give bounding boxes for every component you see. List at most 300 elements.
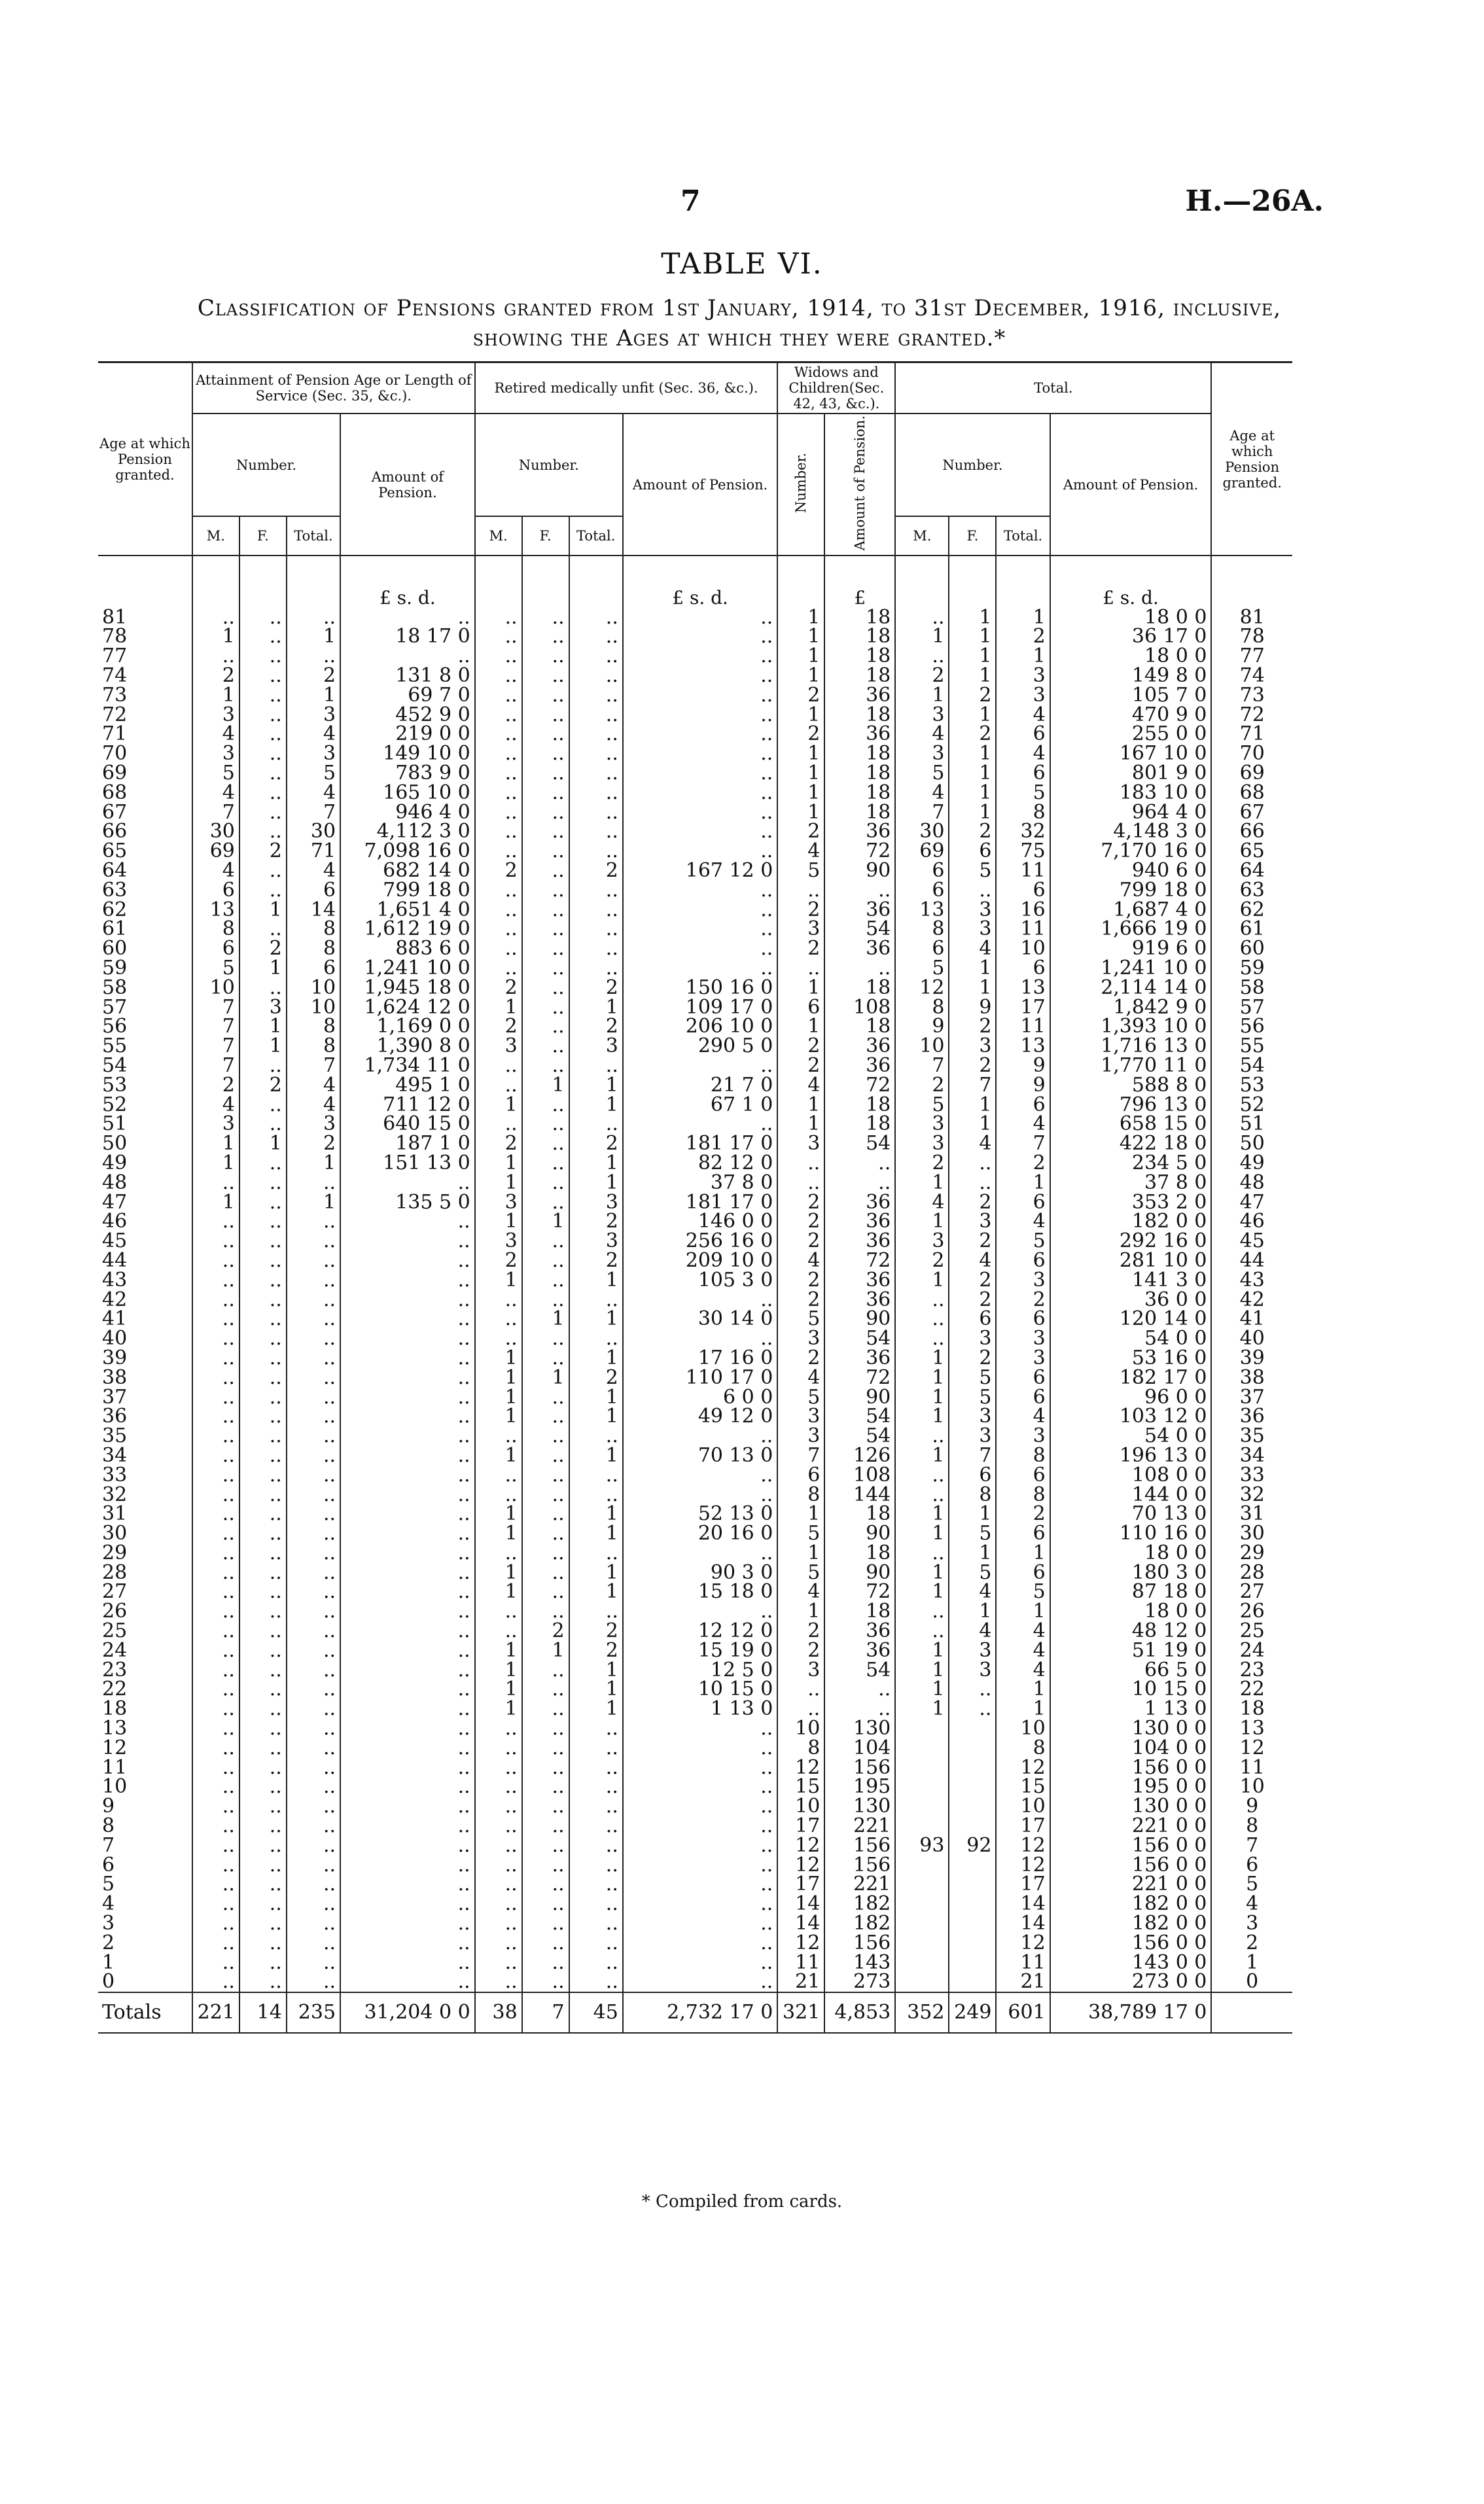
- table-cell: 156: [824, 1855, 895, 1875]
- table-cell: 1: [895, 1446, 949, 1466]
- table-cell: 4: [895, 783, 949, 802]
- table-cell: ..: [239, 685, 287, 705]
- age-cell-right: 28: [1239, 1561, 1265, 1584]
- table-cell: 9: [996, 1075, 1050, 1095]
- table-row: [98, 666, 1292, 686]
- table-cell: ..: [569, 1835, 623, 1855]
- table-cell: ..: [522, 607, 569, 627]
- table-cell: 9: [949, 997, 996, 1017]
- table-cell: 1: [569, 1154, 623, 1173]
- table-cell: 46: [98, 1212, 192, 1231]
- widows-amount-header: [824, 414, 895, 555]
- table-cell: ..: [340, 1738, 475, 1757]
- table-cell: 8: [996, 1485, 1050, 1504]
- totals-row: [98, 1992, 1292, 2033]
- table-cell: 1: [239, 1134, 287, 1154]
- table-cell: 18: [824, 764, 895, 783]
- table-cell: ..: [192, 1680, 239, 1699]
- table-cell: ..: [287, 1757, 340, 1777]
- table-row: [98, 607, 1292, 627]
- table-cell: 1: [777, 1543, 824, 1563]
- table-cell: 1: [569, 1075, 623, 1095]
- table-cell: 658 15 0: [1050, 1114, 1212, 1134]
- table-cell: 1,169 0 0: [340, 1017, 475, 1036]
- table-cell: 11: [996, 1017, 1050, 1036]
- table-cell: 36 0 0: [1050, 1290, 1212, 1309]
- table-cell: 221: [824, 1816, 895, 1836]
- table-cell: 51 19 0: [1050, 1640, 1212, 1660]
- table-cell: ..: [239, 1231, 287, 1251]
- table-cell: 8: [777, 1738, 824, 1757]
- table-cell: ..: [340, 1816, 475, 1836]
- table-cell: 2,732 17 0: [623, 1992, 777, 2033]
- table-cell: 36: [824, 1290, 895, 1309]
- table-cell: 10: [777, 1719, 824, 1738]
- table-cell: 1: [475, 1582, 522, 1602]
- table-cell: ..: [192, 1562, 239, 1582]
- table-cell: [895, 1972, 949, 1992]
- table-cell: 1: [475, 1699, 522, 1719]
- age-cell-right: 58: [1239, 976, 1265, 999]
- table-cell: 12: [996, 1757, 1050, 1777]
- total-m-header: M.: [895, 516, 949, 555]
- table-cell: 249: [949, 1992, 996, 2033]
- age-cell-right: 6: [1246, 1853, 1259, 1877]
- table-cell: 1: [777, 1114, 824, 1134]
- table-cell: 3: [569, 1192, 623, 1212]
- table-cell: 1: [895, 1582, 949, 1602]
- table-cell: 3: [192, 705, 239, 724]
- table-cell: 5: [777, 1309, 824, 1329]
- table-cell: 3: [949, 1426, 996, 1446]
- table-cell: 1: [287, 685, 340, 705]
- table-title: TABLE VI.: [661, 247, 823, 281]
- table-cell: ..: [340, 1270, 475, 1290]
- table-cell: ..: [340, 607, 475, 627]
- table-row: [98, 1914, 1292, 1933]
- table-cell: 4: [996, 744, 1050, 764]
- table-cell: 3: [895, 1114, 949, 1134]
- table-cell: 7: [192, 1036, 239, 1056]
- table-cell: ..: [340, 1251, 475, 1271]
- table-cell: 2: [777, 1056, 824, 1076]
- table-cell: ..: [569, 724, 623, 744]
- table-cell: 70: [98, 744, 192, 764]
- table-cell: ..: [192, 1914, 239, 1933]
- table-cell: 37 8 0: [623, 1173, 777, 1192]
- table-cell: ..: [522, 1114, 569, 1134]
- table-cell: 946 4 0: [340, 802, 475, 822]
- table-cell: 54: [824, 1134, 895, 1154]
- table-cell: ..: [623, 685, 777, 705]
- table-cell: ..: [522, 1562, 569, 1582]
- table-cell: ..: [569, 1816, 623, 1836]
- table-cell: 3: [895, 1231, 949, 1251]
- table-cell: 1: [569, 1660, 623, 1680]
- table-cell: ..: [569, 1855, 623, 1875]
- table-cell: ..: [192, 1212, 239, 1231]
- table-cell: [949, 1738, 996, 1757]
- table-cell: [895, 1797, 949, 1816]
- table-cell: 3: [996, 1329, 1050, 1349]
- table-cell: 3: [569, 1231, 623, 1251]
- table-cell: 90 3 0: [623, 1562, 777, 1582]
- table-cell: ..: [340, 1426, 475, 1446]
- table-cell: 18 0 0: [1050, 1602, 1212, 1621]
- table-cell: 281 10 0: [1050, 1251, 1212, 1271]
- table-cell: 7: [287, 1056, 340, 1076]
- table-cell: ..: [192, 607, 239, 627]
- table-cell: ..: [569, 880, 623, 900]
- table-cell: 105 7 0: [1050, 685, 1212, 705]
- table-cell: ..: [569, 841, 623, 861]
- age-cell-right: 18: [1239, 1697, 1265, 1721]
- table-cell: ..: [340, 1173, 475, 1192]
- table-cell: ..: [287, 1797, 340, 1816]
- table-cell: 63: [98, 880, 192, 900]
- table-cell: ..: [239, 1680, 287, 1699]
- table-cell: 3: [949, 900, 996, 919]
- table-cell: 90: [824, 1387, 895, 1407]
- table-cell: ..: [475, 1602, 522, 1621]
- table-cell: ..: [569, 1426, 623, 1446]
- table-cell: 18: [824, 744, 895, 764]
- table-cell: 31: [98, 1504, 192, 1524]
- age-cell-right: 41: [1239, 1307, 1265, 1331]
- table-cell: ..: [287, 1426, 340, 1446]
- table-cell: 31,204 0 0: [340, 1992, 475, 2033]
- table-cell: ..: [287, 1582, 340, 1602]
- table-cell: 5: [777, 1524, 824, 1543]
- table-cell: 1: [895, 1640, 949, 1660]
- table-cell: ..: [287, 1465, 340, 1485]
- widows-header: Widows and Children(Sec. 42, 43, &c.).: [777, 362, 895, 414]
- table-cell: ..: [475, 685, 522, 705]
- table-cell: 1,770 11 0: [1050, 1056, 1212, 1076]
- table-cell: ..: [623, 1329, 777, 1349]
- table-cell: ..: [569, 705, 623, 724]
- table-cell: 2: [569, 1621, 623, 1641]
- table-cell: 1,241 10 0: [340, 959, 475, 978]
- age-cell-right: 43: [1239, 1268, 1265, 1292]
- table-cell: 6: [777, 997, 824, 1017]
- table-cell: 1: [475, 1173, 522, 1192]
- table-cell: 195: [824, 1777, 895, 1797]
- table-cell: ..: [287, 1504, 340, 1524]
- age-cell-right: 65: [1239, 839, 1265, 863]
- table-cell: 52: [98, 1095, 192, 1114]
- table-cell: 4: [895, 1192, 949, 1212]
- age-cell-right: 64: [1239, 859, 1265, 882]
- table-cell: 1: [949, 627, 996, 646]
- table-cell: ..: [239, 1309, 287, 1329]
- table-cell: 221: [824, 1875, 895, 1894]
- table-cell: ..: [623, 724, 777, 744]
- retired-m-header: M.: [475, 516, 522, 555]
- table-cell: 18: [824, 1095, 895, 1114]
- table-cell: ..: [239, 1797, 287, 1816]
- table-cell: 38,789 17 0: [1050, 1992, 1212, 2033]
- table-cell: 53 16 0: [1050, 1349, 1212, 1368]
- table-cell: ..: [340, 1797, 475, 1816]
- table-cell: 2: [569, 1212, 623, 1231]
- attainment-amount-header: Amount of Pension.: [340, 414, 475, 555]
- table-cell: ..: [192, 1933, 239, 1952]
- table-cell: 1: [475, 1640, 522, 1660]
- table-cell: ..: [239, 1524, 287, 1543]
- table-cell: 3: [996, 1349, 1050, 1368]
- table-cell: ..: [239, 1095, 287, 1114]
- table-cell: ..: [475, 1309, 522, 1329]
- table-cell: 1: [239, 959, 287, 978]
- retired-f-header: F.: [522, 516, 569, 555]
- table-cell: 180 3 0: [1050, 1562, 1212, 1582]
- table-cell: ..: [287, 1407, 340, 1426]
- table-cell: 2: [777, 1036, 824, 1056]
- table-cell: ..: [949, 880, 996, 900]
- table-cell: 4: [192, 1095, 239, 1114]
- table-cell: ..: [522, 1426, 569, 1446]
- table-row: [98, 1797, 1292, 1816]
- table-cell: 1: [777, 627, 824, 646]
- table-cell: 28: [98, 1562, 192, 1582]
- table-cell: ..: [895, 646, 949, 666]
- table-cell: ..: [522, 978, 569, 997]
- table-cell: ..: [522, 802, 569, 822]
- table-cell: 1: [569, 1562, 623, 1582]
- table-cell: 54: [824, 1407, 895, 1426]
- table-caption: [98, 293, 1381, 353]
- table-cell: 6: [996, 1367, 1050, 1387]
- table-cell: 2: [777, 1192, 824, 1212]
- table-cell: 6: [949, 1309, 996, 1329]
- table-cell: 8: [996, 1446, 1050, 1466]
- table-cell: ..: [522, 1972, 569, 1992]
- table-cell: 7: [192, 1017, 239, 1036]
- table-cell: ..: [239, 646, 287, 666]
- table-cell: 36: [824, 1192, 895, 1212]
- table-row: [98, 1485, 1292, 1504]
- table-cell: 56: [98, 1017, 192, 1036]
- table-cell: 5: [777, 861, 824, 881]
- table-cell: ..: [287, 1309, 340, 1329]
- table-cell: ..: [239, 1933, 287, 1952]
- table-cell: 12: [895, 978, 949, 997]
- table-cell: ..: [569, 1602, 623, 1621]
- table-cell: 36: [824, 900, 895, 919]
- table-cell: 255 0 0: [1050, 724, 1212, 744]
- table-cell: ..: [287, 1290, 340, 1309]
- table-cell: ..: [569, 783, 623, 802]
- table-cell: ..: [623, 1114, 777, 1134]
- table-cell: ..: [287, 1680, 340, 1699]
- document-reference: H.—26A.: [1185, 185, 1324, 218]
- table-cell: 1: [949, 705, 996, 724]
- table-cell: 13: [98, 1719, 192, 1738]
- table-cell: ..: [192, 1524, 239, 1543]
- table-cell: 52 13 0: [623, 1504, 777, 1524]
- table-cell: ..: [522, 1349, 569, 1368]
- table-cell: 5: [949, 1387, 996, 1407]
- unit-lsd-attainment: £ s. d.: [340, 588, 475, 607]
- table-cell: 3: [777, 1134, 824, 1154]
- table-cell: 32: [98, 1485, 192, 1504]
- table-cell: 50: [98, 1134, 192, 1154]
- age-cell-right: 44: [1239, 1248, 1265, 1272]
- table-cell: [895, 1914, 949, 1933]
- table-cell: 470 9 0: [1050, 705, 1212, 724]
- table-cell: 61: [98, 919, 192, 939]
- table-row: [98, 1212, 1292, 1231]
- table-cell: 1: [895, 1387, 949, 1407]
- table-cell: 2: [569, 1640, 623, 1660]
- table-cell: 32: [996, 822, 1050, 841]
- table-cell: 452 9 0: [340, 705, 475, 724]
- table-cell: 4: [996, 1660, 1050, 1680]
- table-cell: 8: [996, 802, 1050, 822]
- table-row: [98, 1231, 1292, 1251]
- table-cell: 18: [824, 1543, 895, 1563]
- table-cell: 81: [98, 607, 192, 627]
- table-cell: 256 16 0: [623, 1231, 777, 1251]
- age-cell-right: 32: [1239, 1483, 1265, 1506]
- table-cell: 1: [522, 1075, 569, 1095]
- table-cell: ..: [569, 1738, 623, 1757]
- caption-line-1: Classification of Pensions granted from 1st January, 1914, to 31st December, 1916, inclusive,: [197, 295, 1282, 321]
- table-cell: 54: [824, 1660, 895, 1680]
- table-cell: ..: [239, 1914, 287, 1933]
- table-cell: 18: [824, 978, 895, 997]
- table-cell: 3: [996, 666, 1050, 686]
- table-row: [98, 1835, 1292, 1855]
- age-cell-right: 67: [1239, 800, 1265, 824]
- table-cell: 14: [777, 1914, 824, 1933]
- table-cell: 4: [996, 1407, 1050, 1426]
- table-cell: ..: [569, 900, 623, 919]
- table-cell: 1: [895, 1407, 949, 1426]
- table-cell: 67: [98, 802, 192, 822]
- table-cell: ..: [475, 724, 522, 744]
- table-row: [98, 1816, 1292, 1836]
- table-cell: 10: [192, 978, 239, 997]
- table-cell: 2: [475, 1017, 522, 1036]
- table-cell: ..: [623, 1485, 777, 1504]
- table-cell: ..: [340, 1309, 475, 1329]
- table-cell: 4: [777, 1582, 824, 1602]
- table-cell: 883 6 0: [340, 939, 475, 959]
- table-cell: 130 0 0: [1050, 1797, 1212, 1816]
- table-cell: 120 14 0: [1050, 1309, 1212, 1329]
- age-cell-right: 74: [1239, 664, 1265, 688]
- table-cell: ..: [239, 1504, 287, 1524]
- table-cell: 36: [824, 1270, 895, 1290]
- table-cell: ..: [192, 1446, 239, 1466]
- table-cell: 18: [824, 705, 895, 724]
- table-cell: 4: [949, 1621, 996, 1641]
- table-cell: 57: [98, 997, 192, 1017]
- table-cell: 21 7 0: [623, 1075, 777, 1095]
- table-cell: 23: [98, 1660, 192, 1680]
- table-cell: 69: [98, 764, 192, 783]
- table-cell: ..: [239, 1582, 287, 1602]
- table-cell: 1: [475, 1095, 522, 1114]
- age-cell-right: 78: [1239, 625, 1265, 648]
- table-cell: 4: [192, 861, 239, 881]
- table-cell: ..: [340, 1660, 475, 1680]
- table-cell: 6: [895, 939, 949, 959]
- table-cell: ..: [340, 1894, 475, 1914]
- table-row: [98, 1270, 1292, 1290]
- table-cell: ..: [623, 1056, 777, 1076]
- age-cell-right: 46: [1239, 1210, 1265, 1233]
- table-cell: ..: [623, 705, 777, 724]
- table-cell: ..: [239, 1173, 287, 1192]
- table-cell: ..: [192, 1290, 239, 1309]
- table-cell: 1: [949, 607, 996, 627]
- table-cell: 2: [287, 666, 340, 686]
- table-cell: ..: [239, 1212, 287, 1231]
- table-cell: 3: [949, 1660, 996, 1680]
- table-cell: ..: [475, 900, 522, 919]
- table-cell: 90: [824, 1562, 895, 1582]
- table-cell: 4: [287, 1075, 340, 1095]
- age-cell-right: 31: [1239, 1502, 1265, 1526]
- table-cell: ..: [475, 802, 522, 822]
- table-cell: 11: [996, 1952, 1050, 1972]
- table-cell: 1: [996, 1543, 1050, 1563]
- table-cell: 36: [824, 1056, 895, 1076]
- table-cell: 6: [996, 880, 1050, 900]
- table-cell: 6: [996, 1524, 1050, 1543]
- table-cell: 2: [777, 1349, 824, 1368]
- table-cell: 37: [98, 1387, 192, 1407]
- table-cell: 799 18 0: [1050, 880, 1212, 900]
- table-cell: 69 7 0: [340, 685, 475, 705]
- table-cell: 1 13 0: [1050, 1699, 1212, 1719]
- table-cell: 16: [996, 900, 1050, 919]
- table-cell: 182 0 0: [1050, 1914, 1212, 1933]
- table-cell: 18 0 0: [1050, 1543, 1212, 1563]
- table-cell: ..: [239, 1894, 287, 1914]
- table-cell: 209 10 0: [623, 1251, 777, 1271]
- table-cell: 36: [824, 685, 895, 705]
- table-cell: 12: [777, 1757, 824, 1777]
- table-cell: 1: [192, 1134, 239, 1154]
- age-cell-right: 59: [1239, 956, 1265, 979]
- table-cell: 18: [824, 1602, 895, 1621]
- table-cell: ..: [340, 1231, 475, 1251]
- table-cell: ..: [623, 959, 777, 978]
- table-cell: ..: [522, 783, 569, 802]
- table-cell: 1: [895, 1562, 949, 1582]
- table-cell: 12: [996, 1855, 1050, 1875]
- table-cell: 5: [949, 1367, 996, 1387]
- table-cell: 1: [895, 1367, 949, 1387]
- table-cell: ..: [522, 1290, 569, 1309]
- table-cell: [949, 1952, 996, 1972]
- table-row: [98, 685, 1292, 705]
- table-cell: ..: [239, 1602, 287, 1621]
- table-cell: ..: [475, 822, 522, 841]
- attainment-header: Attainment of Pension Age or Length of Service (Sec. 35, &c.).: [192, 362, 475, 414]
- table-cell: 1: [949, 1602, 996, 1621]
- table-cell: 131 8 0: [340, 666, 475, 686]
- table-cell: 1: [475, 1387, 522, 1407]
- table-cell: ..: [623, 1933, 777, 1952]
- table-cell: ..: [475, 1757, 522, 1777]
- table-cell: 11: [98, 1757, 192, 1777]
- table-cell: 4: [287, 783, 340, 802]
